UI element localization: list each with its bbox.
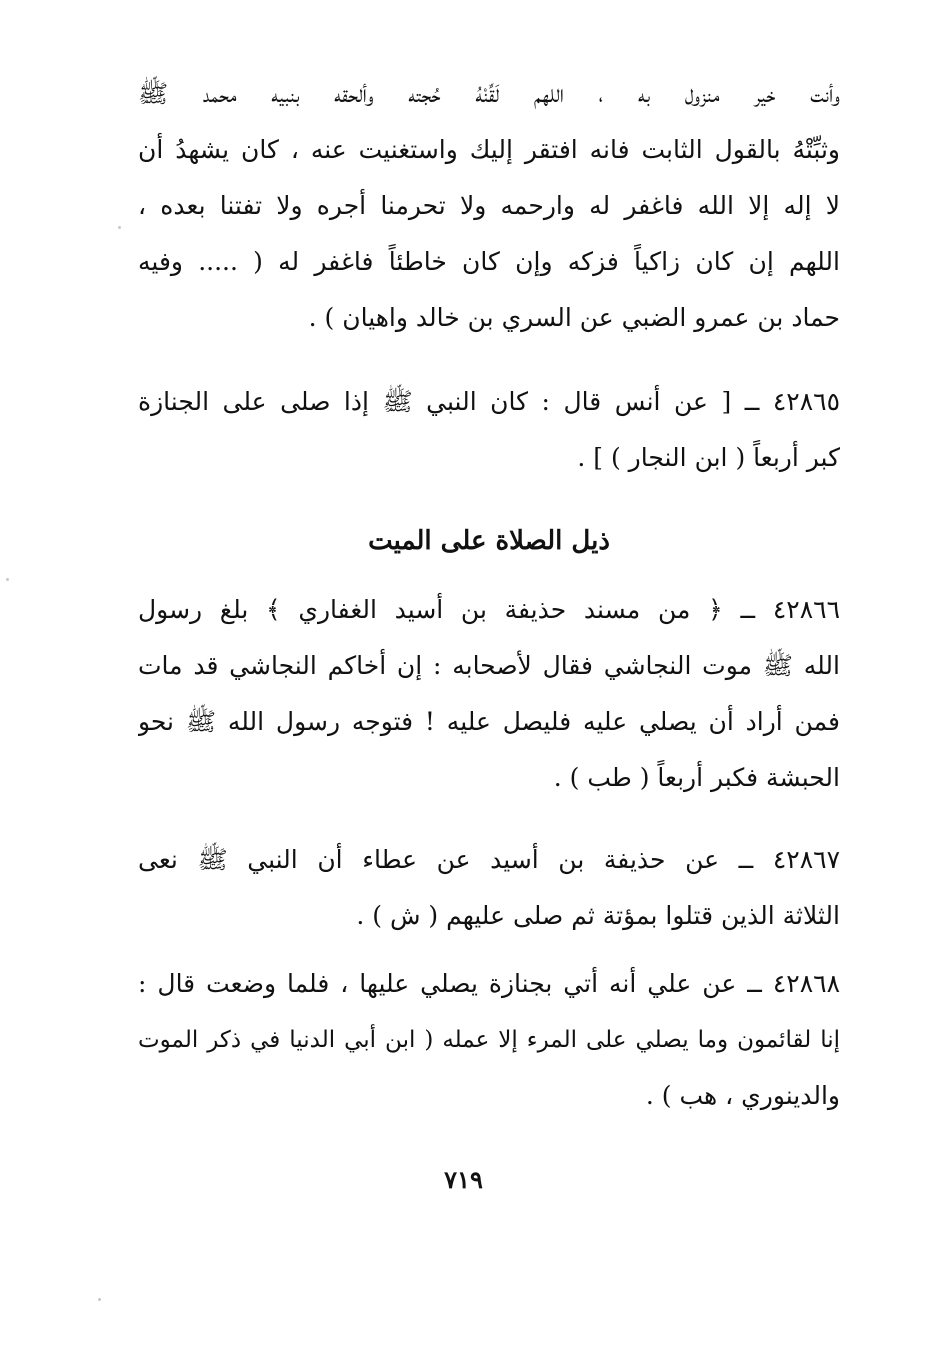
text-line: فمن أراد أن يصلي عليه فليصل عليه ! فتوجه رسول الله ﷺ نحو bbox=[138, 707, 840, 736]
text-line: ٤٢٨٦٨ ــ عن علي أنه أتي بجنازة يصلي عليها ، فلما وضعت قال : bbox=[138, 969, 840, 998]
paragraph-hadith-continuation bbox=[138, 66, 840, 346]
text-line: الله ﷺ موت النجاشي فقال لأصحابه : إن أخاكم النجاشي قد مات bbox=[138, 651, 840, 680]
text-line: الثلاثة الذين قتلوا بمؤتة ثم صلى عليهم ( ش ) . bbox=[356, 901, 840, 930]
text-line: ٤٢٨٦٥ ــ [ عن أنس قال : كان النبي ﷺ إذا صلى على الجنازة bbox=[138, 387, 840, 416]
text-line: حماد بن عمرو الضبي عن السري بن خالد واهيان ) . bbox=[308, 303, 840, 332]
text-line: الحبشة فكبر أربعاً ( طب ) . bbox=[553, 763, 840, 792]
text-line: لا إله إلا الله فاغفر له وارحمه ولا تحرمنا أجره ولا تفتنا بعده ، bbox=[138, 191, 840, 220]
text-line: ٤٢٨٦٧ ــ عن حذيفة بن أسيد عن عطاء أن النبي ﷺ نعى bbox=[138, 845, 840, 874]
paragraph-hadith-42867 bbox=[138, 832, 840, 944]
paragraph-hadith-42865 bbox=[138, 374, 840, 486]
page-number: ٧١٩ bbox=[444, 1165, 483, 1194]
text-line: وأنت خير منزول به ، اللهم لَقِّنْهُ حُجته وألحقه بنبيه محمد ﷺ bbox=[138, 79, 840, 108]
scan-speck bbox=[6, 578, 9, 581]
text-line: وثبِّتْهُ بالقول الثابت فانه افتقر إليك واستغنيت عنه ، كان يشهدُ أن bbox=[138, 135, 840, 164]
scan-speck bbox=[118, 226, 121, 229]
paragraph-hadith-42868 bbox=[138, 956, 840, 1124]
text-line: والدينوري ، هب ) . bbox=[645, 1081, 840, 1110]
paragraph-hadith-42866 bbox=[138, 582, 840, 806]
text-line: إنا لقائمون وما يصلي على المرء إلا عمله ( ابن أبي الدنيا في ذكر الموت bbox=[138, 1027, 840, 1053]
text-line: كبر أربعاً ( ابن النجار ) ] . bbox=[577, 443, 840, 472]
section-heading: ذيل الصلاة على الميت bbox=[368, 526, 610, 556]
scan-speck bbox=[98, 1298, 101, 1301]
text-line: اللهم إن كان زاكياً فزكه وإن كان خاطئاً فاغفر له ( ..... وفيه bbox=[138, 247, 840, 276]
text-line: ٤٢٨٦٦ ــ ﴿ من مسند حذيفة بن أسيد الغفاري ﴾ بلغ رسول bbox=[138, 595, 840, 624]
